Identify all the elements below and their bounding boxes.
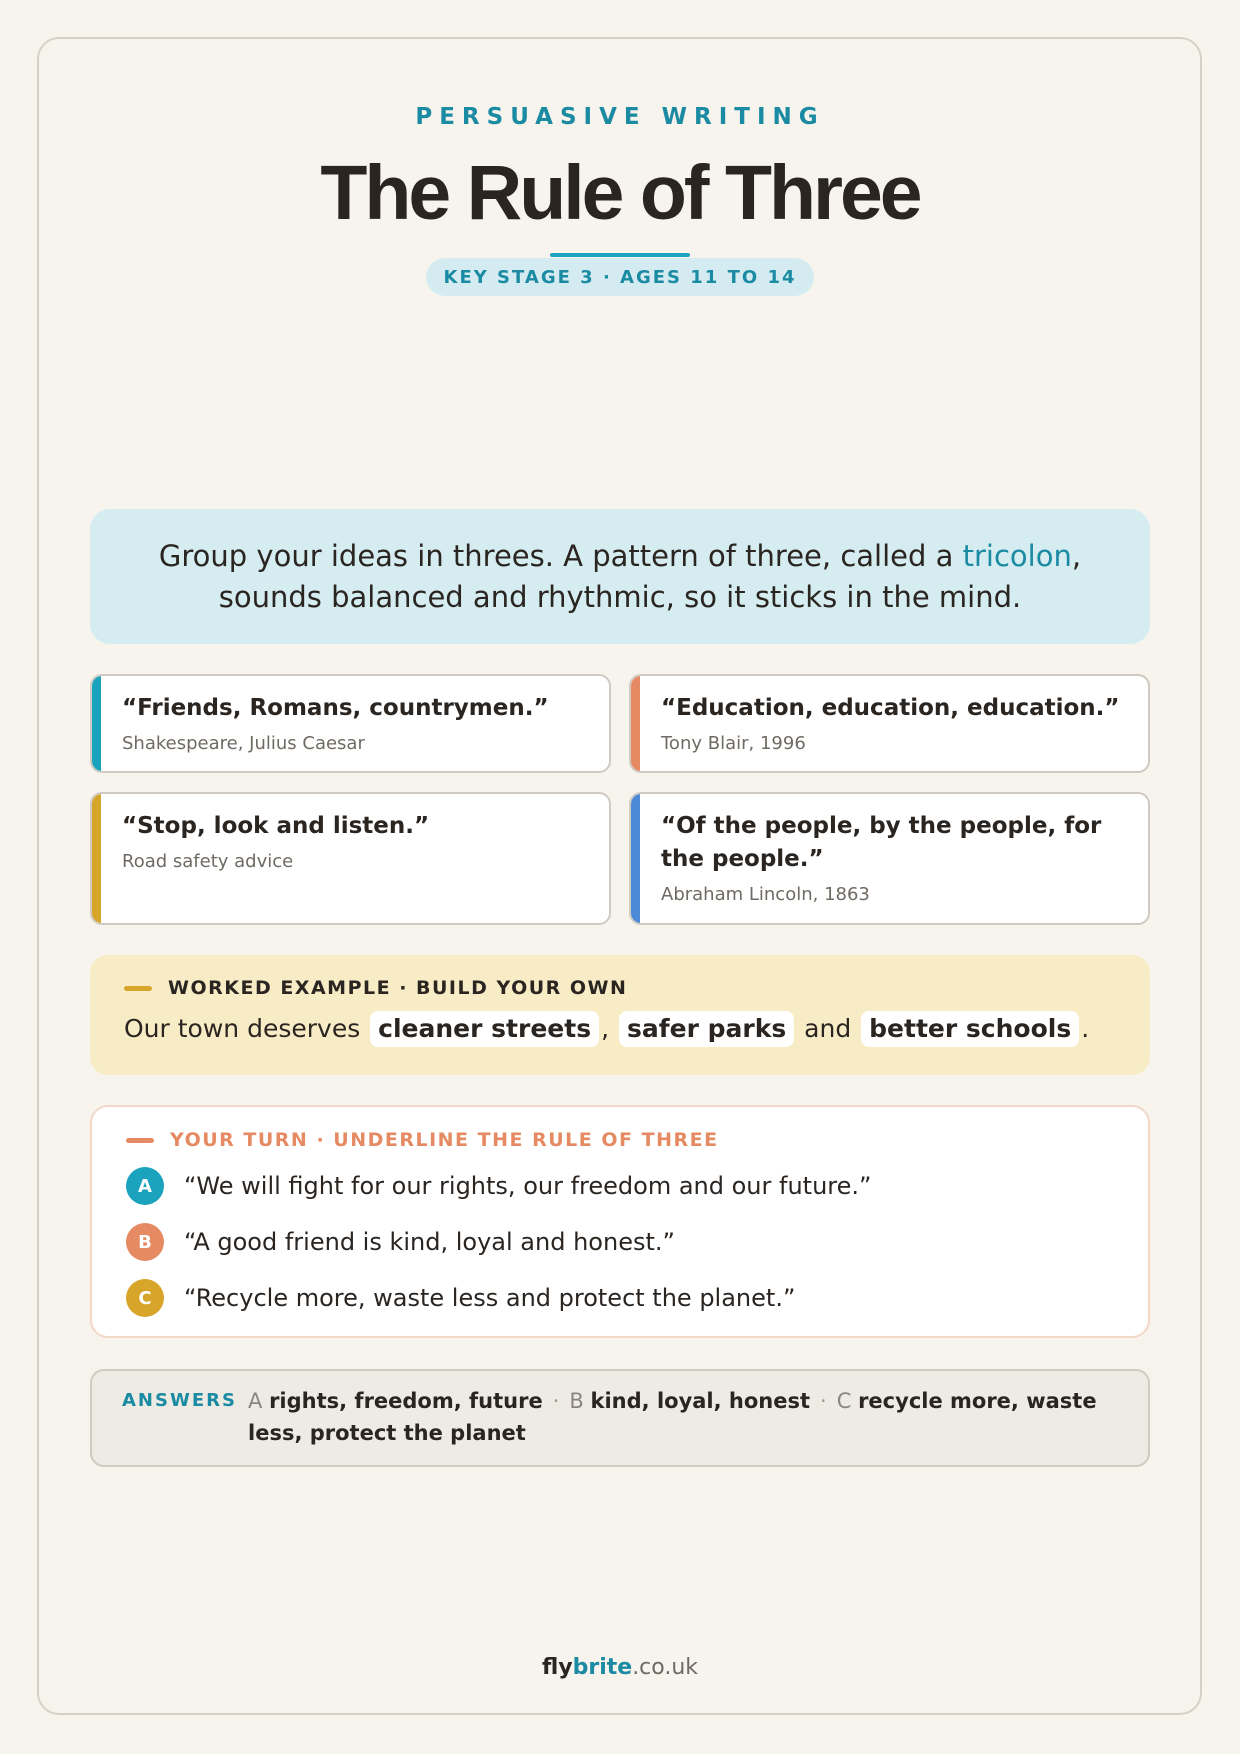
quote-source: Tony Blair, 1996 [661,733,806,754]
answer-separator: · [820,1389,827,1413]
example-chip: safer parks [619,1011,794,1047]
answers-panel [90,1369,1150,1467]
eyebrow: PERSUASIVE WRITING [415,104,825,130]
answer-value: recycle more, waste less, protect the planet [248,1389,1097,1445]
your-turn-title: YOUR TURN · UNDERLINE THE RULE OF THREE [170,1129,719,1151]
worked-example-title: WORKED EXAMPLE · BUILD YOUR OWN [168,977,628,999]
quote-card [629,674,1150,773]
sentence-joiner: and [804,1014,852,1043]
brand-brite: brite [572,1655,633,1680]
worked-example-panel [90,955,1150,1075]
quote-card-accent [631,794,640,923]
intro-panel [90,509,1150,644]
page-title: The Rule of Three [320,150,920,236]
answers-label: ANSWERS [122,1390,237,1411]
letter-badge: A [126,1167,164,1205]
quote-card [629,792,1150,925]
quote-card [90,674,611,773]
quote-text: “Of the people, by the people, for the people.” [661,813,1102,872]
exercise-item [126,1279,1114,1317]
answer-letter: B [569,1389,584,1413]
quote-text: “Education, education, education.” [661,695,1120,721]
exercise-item [126,1167,1114,1205]
answer-value: kind, loyal, honest [590,1389,811,1413]
brand-domain: .co.uk [632,1655,699,1680]
example-chip: better schools [861,1011,1079,1047]
answer-separator: · [552,1389,560,1413]
intro-text [150,536,1090,618]
worked-example-heading [124,977,1116,999]
quote-source: Abraham Lincoln, 1863 [661,884,870,905]
quote-card-accent [631,676,640,771]
exercise-sentence: “We will fight for our rights, our freedom and our future.” [184,1172,872,1200]
brand-fly: fly [541,1655,573,1680]
title-underline [550,253,690,257]
intro-text-start: Group your ideas in threes. A pattern of three, called a [158,538,963,573]
dash-icon [124,986,152,991]
quote-text: “Stop, look and listen.” [122,813,430,839]
letter-badge: B [126,1223,164,1261]
footer-brand [0,1655,1240,1680]
exercise-sentence: “Recycle more, waste less and protect the planet.” [184,1284,796,1312]
sentence-end: . [1081,1014,1090,1043]
answer-letter: C [836,1389,852,1413]
quote-card-accent [92,676,101,771]
exercise-list [126,1167,1114,1317]
quote-text: “Friends, Romans, countrymen.” [122,695,549,721]
answers-text [248,1385,1118,1465]
quote-card-accent [92,794,101,923]
exercise-item [126,1223,1114,1261]
answer-value: rights, freedom, future [269,1389,543,1413]
intro-text-end: , sounds balanced and rhythmic, so it sticks in the mind. [218,538,1082,614]
dash-icon [126,1138,154,1143]
exercise-sentence: “A good friend is kind, loyal and honest.” [184,1228,675,1256]
worked-example-sentence [124,1011,1116,1047]
sentence-comma: , [601,1014,610,1043]
your-turn-panel [90,1105,1150,1338]
stage-badge: KEY STAGE 3 · AGES 11 TO 14 [426,258,814,296]
intro-highlight: tricolon [962,538,1072,573]
letter-badge: C [126,1279,164,1317]
your-turn-heading [126,1129,1114,1151]
quote-source: Shakespeare, Julius Caesar [122,733,365,754]
quote-card [90,792,611,925]
answer-letter: A [248,1389,263,1413]
sentence-lead: Our town deserves [124,1014,361,1043]
example-chip: cleaner streets [370,1011,599,1047]
quote-source: Road safety advice [122,851,294,872]
